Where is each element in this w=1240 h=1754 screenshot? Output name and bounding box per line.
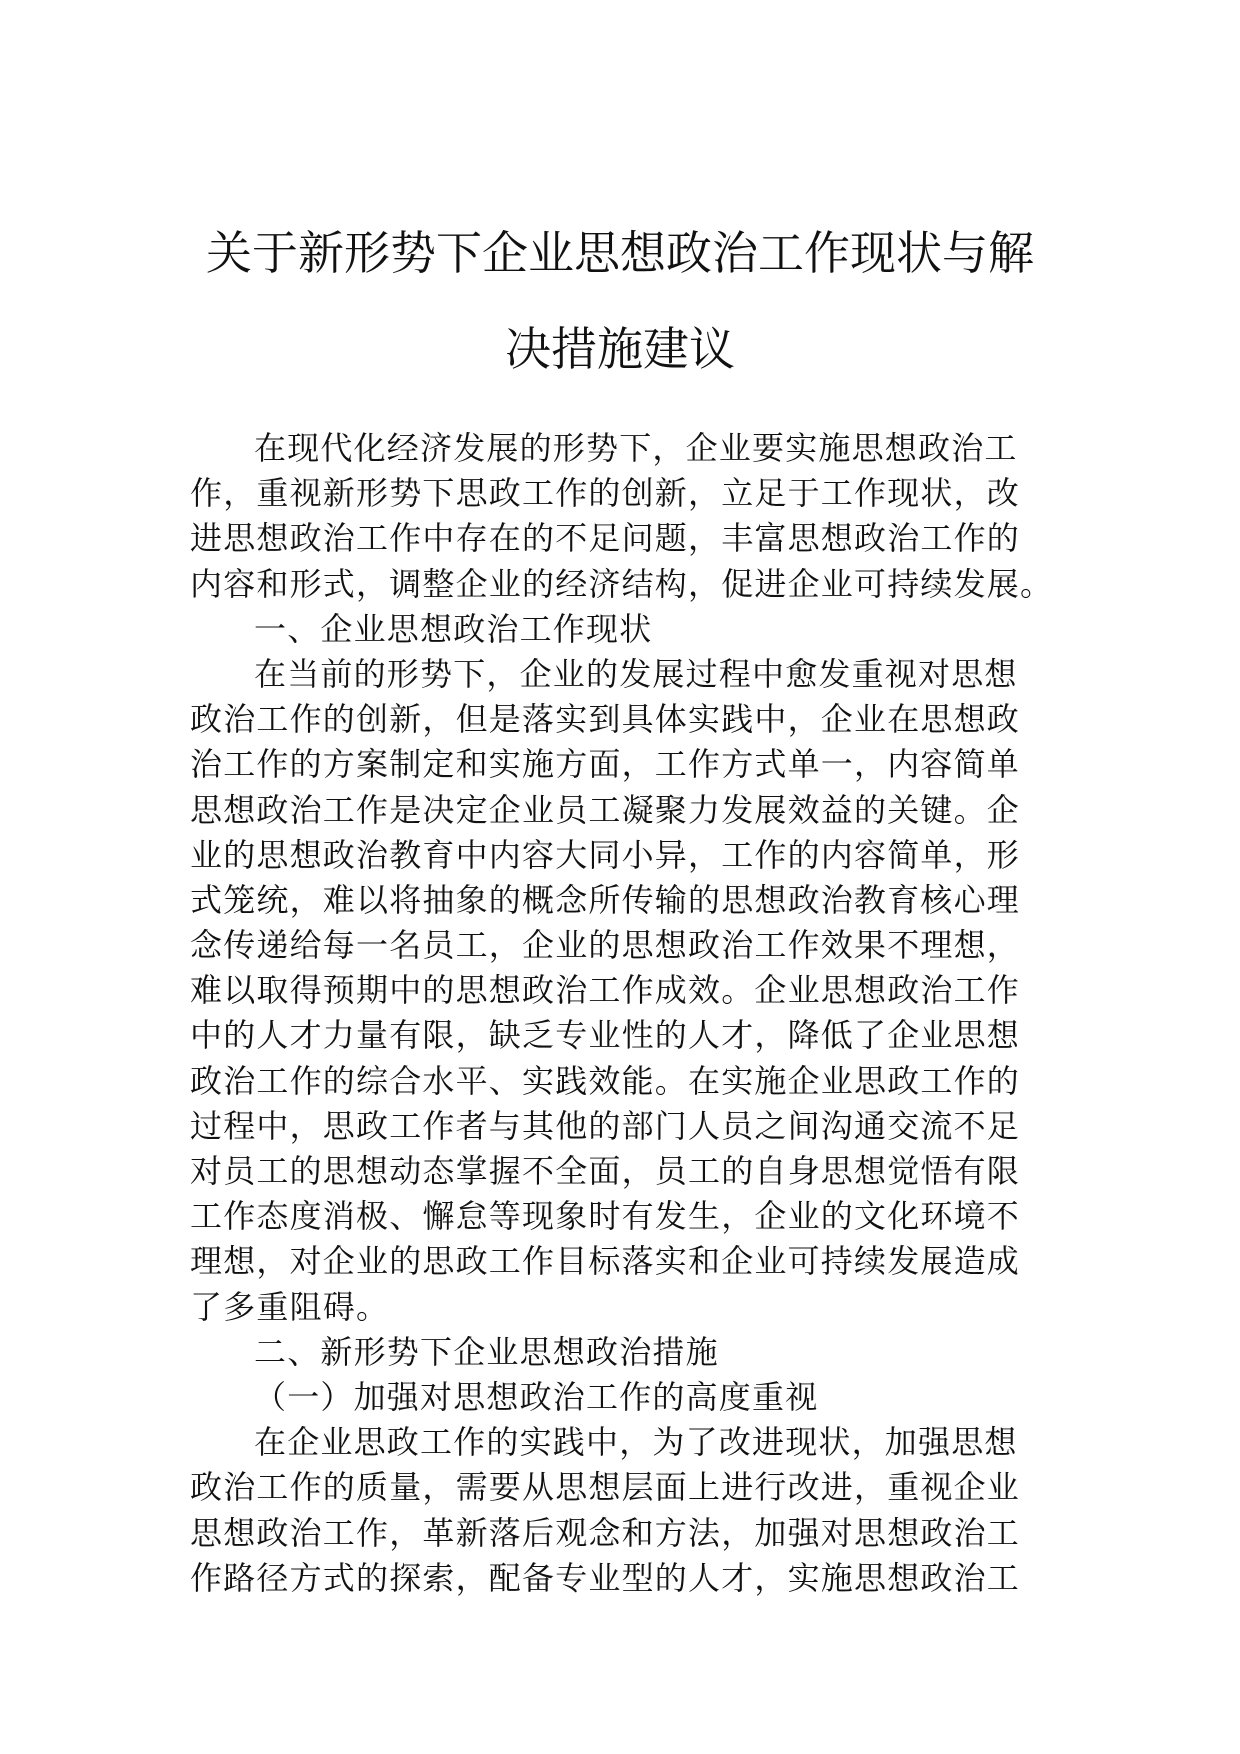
body-text-line: 业的思想政治教育中内容大同小异，工作的内容简单，形 <box>190 835 1021 874</box>
title-line-1: 关于新形势下企业思想政治工作现状与解 <box>206 226 1034 280</box>
body-text-line: 中的人才力量有限，缺乏专业性的人才，降低了企业思想 <box>190 1016 1021 1055</box>
document-body <box>190 426 1060 1601</box>
body-text-line: 工作态度消极、懈怠等现象时有发生，企业的文化环境不 <box>190 1197 1021 1236</box>
body-text-line: 作路径方式的探索，配备专业型的人才，实施思想政治工 <box>190 1558 1021 1597</box>
body-text-line: 了多重阻碍。 <box>190 1287 390 1326</box>
body-text-line: 念传递给每一名员工，企业的思想政治工作效果不理想， <box>190 926 1021 965</box>
body-text-line: 内容和形式，调整企业的经济结构，促进企业可持续发展。 <box>190 564 1054 603</box>
body-text-line: （一）加强对思想政治工作的高度重视 <box>254 1377 819 1416</box>
body-text-line: 对员工的思想动态掌握不全面，员工的自身思想觉悟有限 <box>190 1152 1021 1190</box>
body-text-line: 政治工作的质量，需要从思想层面上进行改进，重视企业 <box>190 1468 1021 1507</box>
body-text-line: 过程中，思政工作者与其他的部门人员之间沟通交流不足 <box>190 1106 1021 1145</box>
document-title <box>150 205 1090 397</box>
body-text-line: 思想政治工作，革新落后观念和方法，加强对思想政治工 <box>190 1513 1021 1552</box>
body-text-line: 在当前的形势下，企业的发展过程中愈发重视对思想 <box>254 654 1018 693</box>
body-text-line: 政治工作的创新，但是落实到具体实践中，企业在思想政 <box>190 700 1021 739</box>
body-text-line: 在企业思政工作的实践中，为了改进现状，加强思想 <box>254 1423 1018 1462</box>
title-line-2: 决措施建议 <box>505 322 735 376</box>
body-text-line: 思想政治工作是决定企业员工凝聚力发展效益的关键。企 <box>190 790 1021 829</box>
body-text-line: 理想，对企业的思政工作目标落实和企业可持续发展造成 <box>190 1242 1021 1281</box>
body-text-line: 式笼统，难以将抽象的概念所传输的思想政治教育核心理 <box>190 880 1021 919</box>
body-text-line: 一、企业思想政治工作现状 <box>254 609 653 648</box>
body-text-line: 政治工作的综合水平、实践效能。在实施企业思政工作的 <box>190 1061 1021 1100</box>
body-text-line: 进思想政治工作中存在的不足问题，丰富思想政治工作的 <box>190 519 1021 558</box>
body-text-line: 难以取得预期中的思想政治工作成效。企业思想政治工作 <box>190 971 1021 1010</box>
body-text-line: 作，重视新形势下思政工作的创新，立足于工作现状，改 <box>190 474 1021 513</box>
body-text-line: 二、新形势下企业思想政治措施 <box>254 1332 719 1371</box>
body-text-line: 在现代化经济发展的形势下，企业要实施思想政治工 <box>254 429 1018 467</box>
body-text-line: 治工作的方案制定和实施方面，工作方式单一，内容简单 <box>190 745 1021 784</box>
